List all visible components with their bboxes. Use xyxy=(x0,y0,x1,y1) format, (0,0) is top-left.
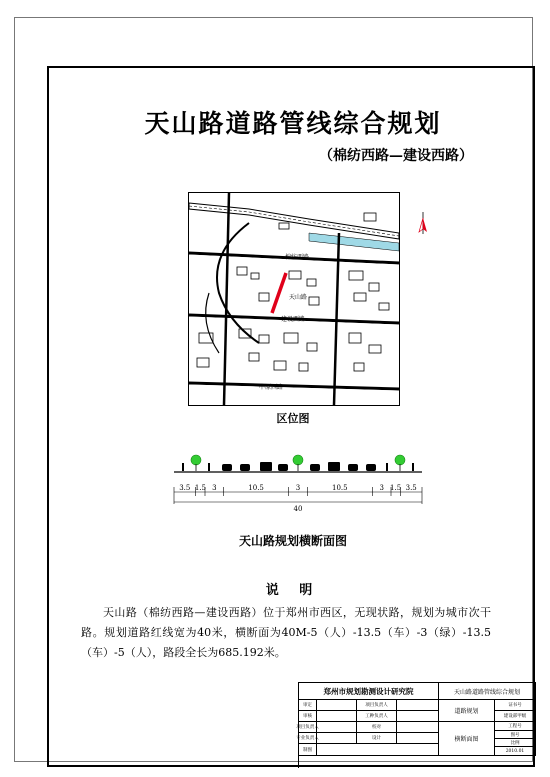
page-subtitle: （棉纺西路—建设西路） xyxy=(319,148,473,164)
car-icon xyxy=(240,464,250,471)
pedestrian-icon xyxy=(208,463,210,471)
dim-total: 40 xyxy=(293,505,303,513)
location-map-drawing xyxy=(189,193,399,405)
page-title: 天山路道路管线综合规划 xyxy=(144,109,442,138)
org-name: 郑州市规划勘测设计研究院 xyxy=(299,683,439,700)
design-stage: 道路规划 xyxy=(439,700,495,722)
dim-label: 3.5 xyxy=(405,484,417,492)
pedestrian-icon xyxy=(386,463,388,471)
location-map xyxy=(188,192,400,406)
map-label-tianshan: 天山路 xyxy=(289,294,308,301)
car-icon xyxy=(310,464,320,471)
project-name: 天山路道路管线综合规划 xyxy=(439,683,536,700)
car-icon xyxy=(366,464,376,471)
dim-label: 3 xyxy=(295,484,301,492)
dim-label: 3.5 xyxy=(179,484,191,492)
car-icon xyxy=(222,464,232,471)
dim-label: 10.5 xyxy=(248,484,264,492)
location-map-caption: 区位图 xyxy=(276,412,310,425)
tree-icon xyxy=(293,455,303,465)
tree-icon xyxy=(395,455,405,465)
car-icon xyxy=(278,464,288,471)
description-heading: 说 明 xyxy=(265,583,321,598)
description-text: 天山路（棉纺西路—建设西路）位于郑州市西区，无现状路，规划为城市次干路。规划道路红线宽为40米，横断面为40M-5（人）-13.5（车）-3（绿）-13.5（车）-5（人），路段全长为685.192米。 xyxy=(81,606,491,659)
north-arrow-icon xyxy=(418,212,428,234)
drawing-frame xyxy=(47,66,535,767)
pedestrian-icon xyxy=(182,463,184,471)
dim-label: 10.5 xyxy=(332,484,348,492)
title-block: 郑州市规划勘测设计研究院 天山路道路管线综合规划 审定 项目负责人 审核 工种负责人 项目负责人 校对 专业负责人 设计 制图 道路规划 证书号 建设部甲级 横断面图 工程号 图号 比例 2010.01 xyxy=(298,682,536,768)
tree-icon xyxy=(191,455,201,465)
dim-label: 1.5 xyxy=(390,484,402,492)
cross-section-caption: 天山路规划横断面图 xyxy=(238,534,347,548)
map-label-jianshe: 建设西路 xyxy=(281,316,306,323)
car-icon xyxy=(348,464,358,471)
cross-section-drawing xyxy=(174,454,422,516)
drawing-sheet xyxy=(14,17,533,762)
bus-icon xyxy=(328,462,340,471)
bus-icon xyxy=(260,462,272,471)
drawing-name: 横断面图 xyxy=(439,722,495,756)
pedestrian-icon xyxy=(412,463,414,471)
dim-label: 1.5 xyxy=(194,484,206,492)
dim-label: 3 xyxy=(379,484,384,492)
map-label-mianfang: 棉纺西路 xyxy=(285,254,310,261)
dim-label: 3 xyxy=(212,484,217,492)
map-label-zhongyuan: 中原西路 xyxy=(259,384,284,391)
